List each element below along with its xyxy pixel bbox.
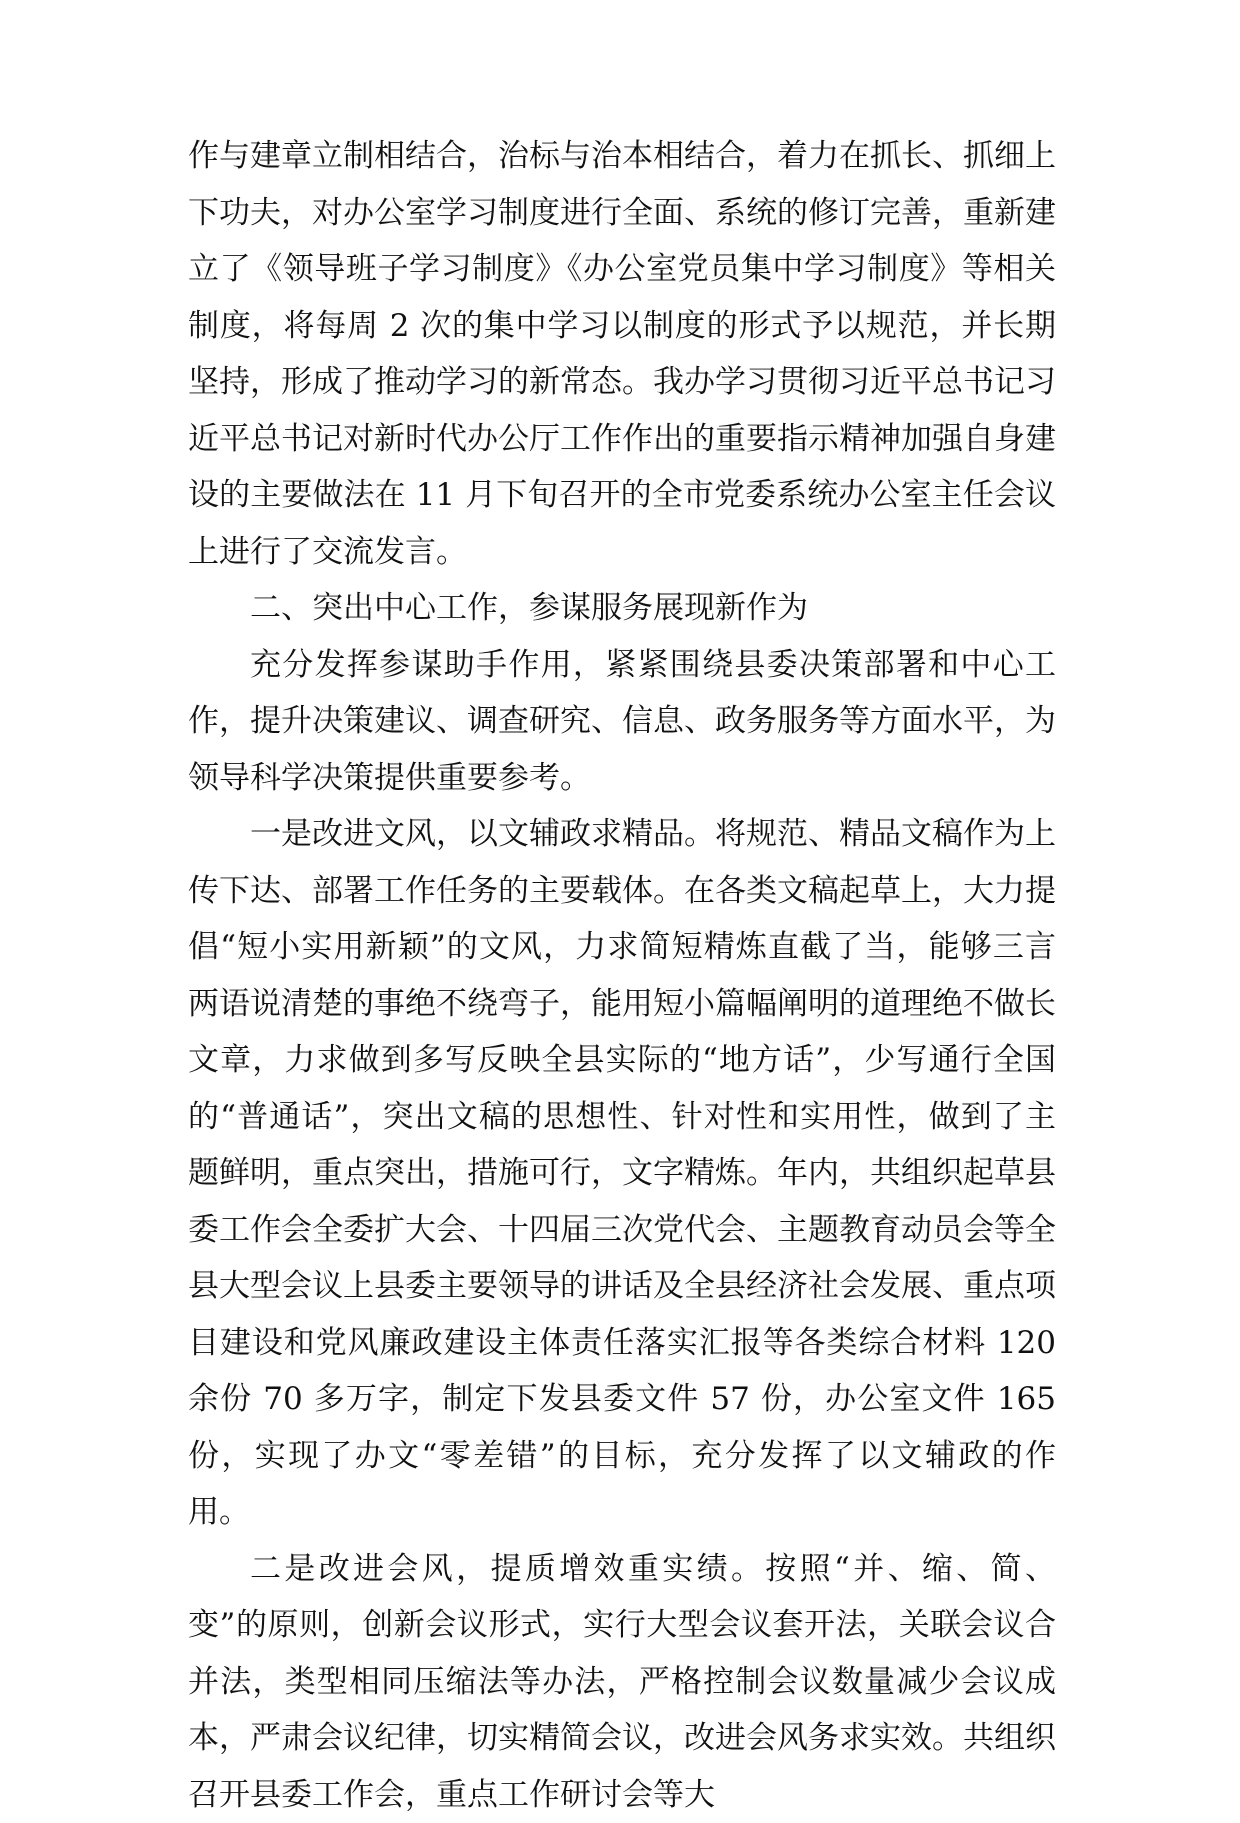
document-page: [188, 128, 1056, 1823]
paragraph-meeting-style: 二是改进会风，提质增效重实绩。按照“并、缩、简、变”的原则，创新会议形式，实行大型会议套开法，关联会议合并法，类型相同压缩法等办法，严格控制会议数量减少会议成本，严肃会议纪律，切实精简会议，改进会风务求实效。共组织召开县委工作会，重点工作研讨会等大: [188, 1541, 1056, 1823]
paragraph-writing-style: 一是改进文风，以文辅政求精品。将规范、精品文稿作为上传下达、部署工作任务的主要载体。在各类文稿起草上，大力提倡“短小实用新颖”的文风，力求简短精炼直截了当，能够三言两语说清楚的事绝不绕弯子，能用短小篇幅阐明的道理绝不做长文章，力求做到多写反映全县实际的“地方话”，少写通行全国的“普通话”，突出文稿的思想性、针对性和实用性，做到了主题鲜明，重点突出，措施可行，文字精炼。年内，共组织起草县委工作会全委扩大会、十四届三次党代会、主题教育动员会等全县大型会议上县委主要领导的讲话及全县经济社会发展、重点项目建设和党风廉政建设主体责任落实汇报等各类综合材料 120 余份 70 多万字，制定下发县委文件 57 份，办公室文件 165 份，实现了办文“零差错”的目标，充分发挥了以文辅政的作用。: [188, 806, 1056, 1541]
paragraph-continuation: 作与建章立制相结合，治标与治本相结合，着力在抓长、抓细上下功夫，对办公室学习制度进行全面、系统的修订完善，重新建立了《领导班子学习制度》《办公室党员集中学习制度》等相关制度，将每周 2 次的集中学习以制度的形式予以规范，并长期坚持，形成了推动学习的新常态。我办学习贯彻习近平总书记习近平总书记对新时代办公厅工作作出的重要指示精神加强自身建设的主要做法在 11 月下旬召开的全市党委系统办公室主任会议上进行了交流发言。: [188, 128, 1056, 580]
section-heading: 二、突出中心工作，参谋服务展现新作为: [188, 580, 1056, 637]
paragraph-intro: 充分发挥参谋助手作用，紧紧围绕县委决策部署和中心工作，提升决策建议、调查研究、信息、政务服务等方面水平，为领导科学决策提供重要参考。: [188, 637, 1056, 807]
